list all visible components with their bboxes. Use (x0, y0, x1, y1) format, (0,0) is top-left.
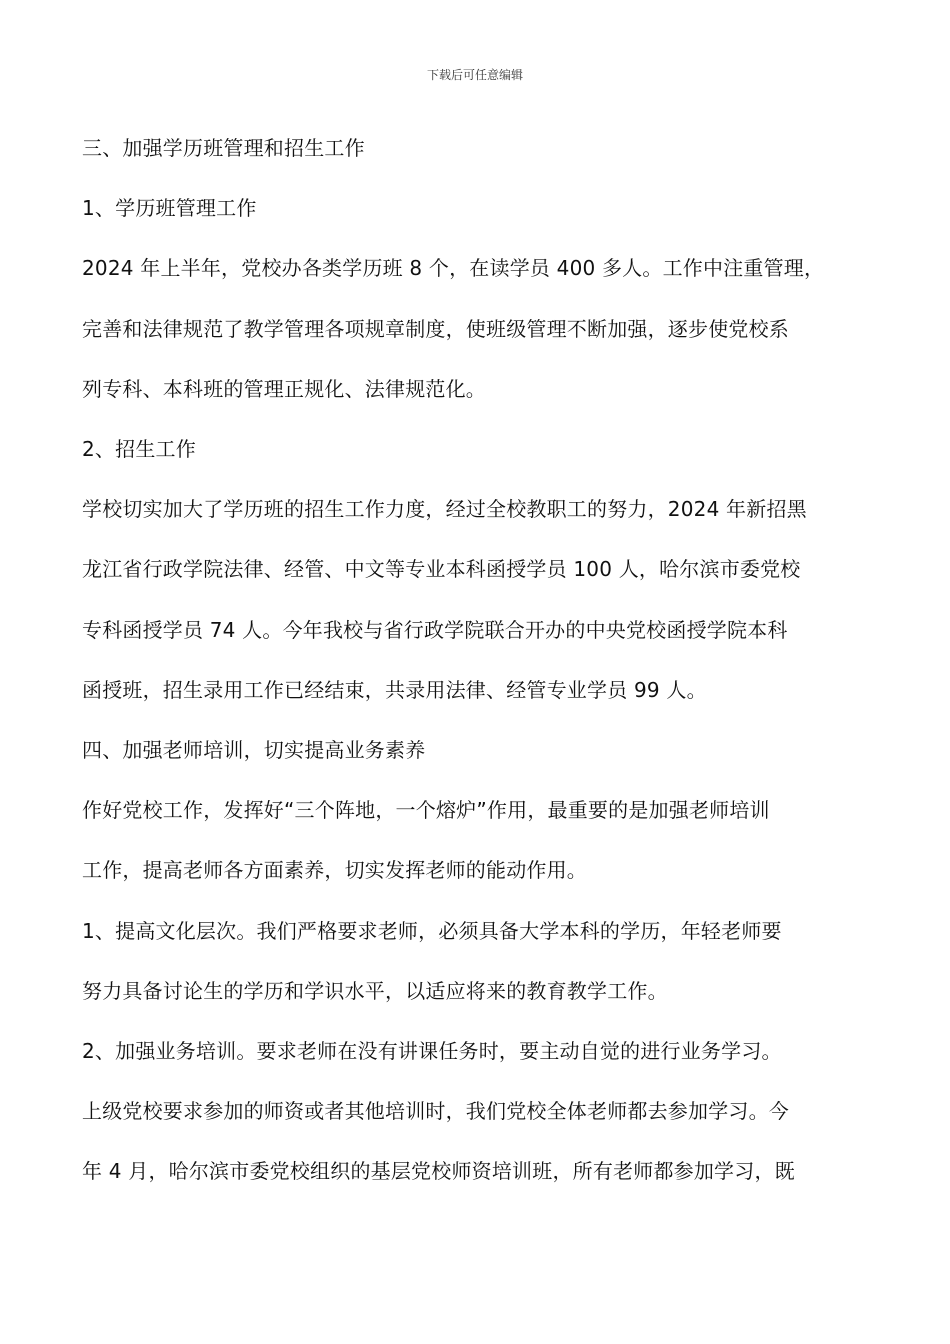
text-line: 2、招生工作 (82, 437, 196, 462)
subheading-enrollment (82, 419, 872, 479)
text-line: 作好党校工作，发挥好“三个阵地，一个熔炉”作用，最重要的是加强老师培训 (82, 798, 770, 823)
section-heading-3 (82, 118, 872, 178)
paragraph-line (82, 1141, 872, 1201)
text-line: 2024 年上半年，党校办各类学历班 8 个，在读学员 400 多人。工作中注重管理， (82, 256, 825, 281)
paragraph-line (82, 780, 872, 840)
text-line: 1、学历班管理工作 (82, 196, 257, 221)
text-line: 完善和法律规范了教学管理各项规章制度，使班级管理不断加强，逐步使党校系 (82, 316, 789, 341)
text-line: 龙江省行政学院法律、经管、中文等专业本科函授学员 100 人，哈尔滨市委党校 (82, 557, 801, 582)
paragraph-line (82, 961, 872, 1021)
paragraph-line (82, 539, 872, 599)
paragraph-line (82, 238, 872, 298)
paragraph-line (82, 1081, 872, 1141)
paragraph-line (82, 840, 872, 900)
paragraph-line (82, 600, 872, 660)
section-heading-4 (82, 720, 872, 780)
paragraph-line (82, 660, 872, 720)
text-line: 四、加强老师培训，切实提高业务素养 (82, 737, 426, 762)
text-line: 工作，提高老师各方面素养，切实发挥老师的能动作用。 (82, 858, 587, 883)
paragraph-line (82, 359, 872, 419)
text-line: 学校切实加大了学历班的招生工作力度，经过全校教职工的努力，2024 年新招黑 (82, 497, 807, 522)
paragraph-line (82, 479, 872, 539)
page-header-note: 下载后可任意编辑 (426, 68, 523, 82)
text-line: 上级党校要求参加的师资或者其他培训时，我们党校全体老师都去参加学习。今 (82, 1099, 789, 1124)
paragraph-line (82, 1021, 872, 1081)
text-line: 函授班，招生录用工作已经结束，共录用法律、经管专业学员 99 人。 (82, 677, 707, 702)
document-body (82, 118, 872, 1201)
subheading-class-management (82, 178, 872, 238)
paragraph-line (82, 900, 872, 960)
text-line: 2、加强业务培训。要求老师在没有讲课任务时，要主动自觉的进行业务学习。 (82, 1038, 782, 1063)
text-line: 年 4 月，哈尔滨市委党校组织的基层党校师资培训班，所有老师都参加学习，既 (82, 1159, 795, 1184)
text-line: 努力具备讨论生的学历和学识水平，以适应将来的教育教学工作。 (82, 978, 668, 1003)
paragraph-line (82, 299, 872, 359)
text-line: 列专科、本科班的管理正规化、法律规范化。 (82, 376, 486, 401)
text-line: 1、提高文化层次。我们严格要求老师，必须具备大学本科的学历，年轻老师要 (82, 918, 782, 943)
text-line: 专科函授学员 74 人。今年我校与省行政学院联合开办的中央党校函授学院本科 (82, 617, 788, 642)
text-line: 三、加强学历班管理和招生工作 (82, 136, 365, 161)
